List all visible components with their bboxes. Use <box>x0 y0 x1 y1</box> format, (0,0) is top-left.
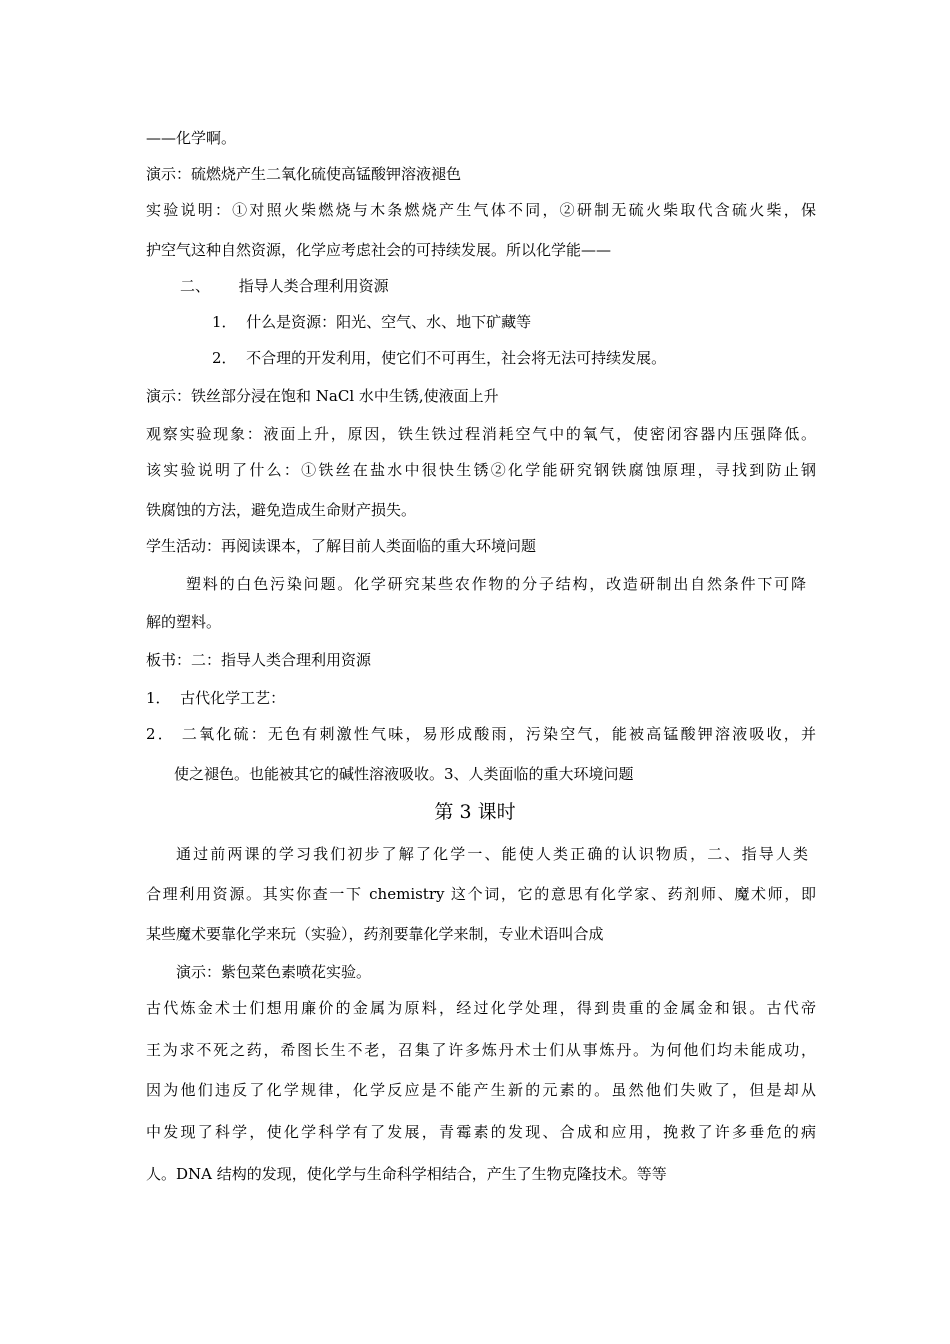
paragraph-line: 解的塑料。 <box>146 613 222 631</box>
list-item: 1． 古代化学工艺： <box>146 689 286 707</box>
paragraph-line: 人。DNA 结构的发现，使化学与生命科学相结合，产生了生物克隆技术。等等 <box>146 1165 667 1183</box>
section-heading: 二、 指导人类合理利用资源 <box>180 277 389 295</box>
paragraph-line: 护空气这种自然资源，化学应考虑社会的可持续发展。所以化学能—— <box>146 241 612 259</box>
paragraph-line: 王为求不死之药，希图长生不老，召集了许多炼丹术士们从事炼丹。为何他们均未能成功， <box>146 1041 816 1059</box>
paragraph-line: 通过前两课的学习我们初步了解了化学一、能使人类正确的认识物质，二、指导人类 <box>176 845 808 863</box>
paragraph-line: 该实验说明了什么：①铁丝在盐水中很快生锈②化学能研究钢铁腐蚀原理，寻找到防止钢 <box>146 461 816 479</box>
list-item: 2． 不合理的开发利用，使它们不可再生，社会将无法可持续发展。 <box>212 349 667 367</box>
list-item: 1． 什么是资源：阳光、空气、水、地下矿藏等 <box>212 313 532 331</box>
paragraph-line: 合理利用资源。其实你查一下 chemistry 这个词，它的意思有化学家、药剂师、魔术师，即 <box>146 885 816 903</box>
paragraph-line: 铁腐蚀的方法，避免造成生命财产损失。 <box>146 501 417 519</box>
paragraph-line: 演示：硫燃烧产生二氧化硫使高锰酸钾溶液褪色 <box>146 165 462 183</box>
section-title: 第 3 课时 <box>434 801 516 823</box>
paragraph-line: 实验说明：①对照火柴燃烧与木条燃烧产生气体不同，②研制无硫火柴取代含硫火柴，保 <box>146 201 816 219</box>
paragraph-line: 演示：铁丝部分浸在饱和 NaCl 水中生锈,使液面上升 <box>146 387 499 405</box>
paragraph-line: 演示：紫包菜色素喷花实验。 <box>176 963 372 981</box>
paragraph-line: 观察实验现象：液面上升，原因，铁生铁过程消耗空气中的氧气，使密闭容器内压强降低。 <box>146 425 816 443</box>
list-item: 2． 二氧化硫：无色有刺激性气味，易形成酸雨，污染空气，能被高锰酸钾溶液吸收，并 <box>146 725 816 743</box>
paragraph-line: 塑料的白色污染问题。化学研究某些农作物的分子结构，改造研制出自然条件下可降 <box>186 575 806 593</box>
paragraph-line: 板书：二：指导人类合理利用资源 <box>146 651 372 669</box>
paragraph-line: ——化学啊。 <box>146 129 237 147</box>
paragraph-line: 使之褪色。也能被其它的碱性溶液吸收。3、人类面临的重大环境问题 <box>174 765 634 783</box>
paragraph-line: 学生活动：再阅读课本，了解目前人类面临的重大环境问题 <box>146 537 537 555</box>
paragraph-line: 某些魔术要靠化学来玩（实验），药剂要靠化学来制，专业术语叫合成 <box>146 925 604 943</box>
paragraph-line: 中发现了科学，使化学科学有了发展，青霉素的发现、合成和应用，挽救了许多垂危的病 <box>146 1123 816 1141</box>
paragraph-line: 古代炼金术士们想用廉价的金属为原料，经过化学处理，得到贵重的金属金和银。古代帝 <box>146 999 816 1017</box>
paragraph-line: 因为他们违反了化学规律，化学反应是不能产生新的元素的。虽然他们失败了，但是却从 <box>146 1081 816 1099</box>
